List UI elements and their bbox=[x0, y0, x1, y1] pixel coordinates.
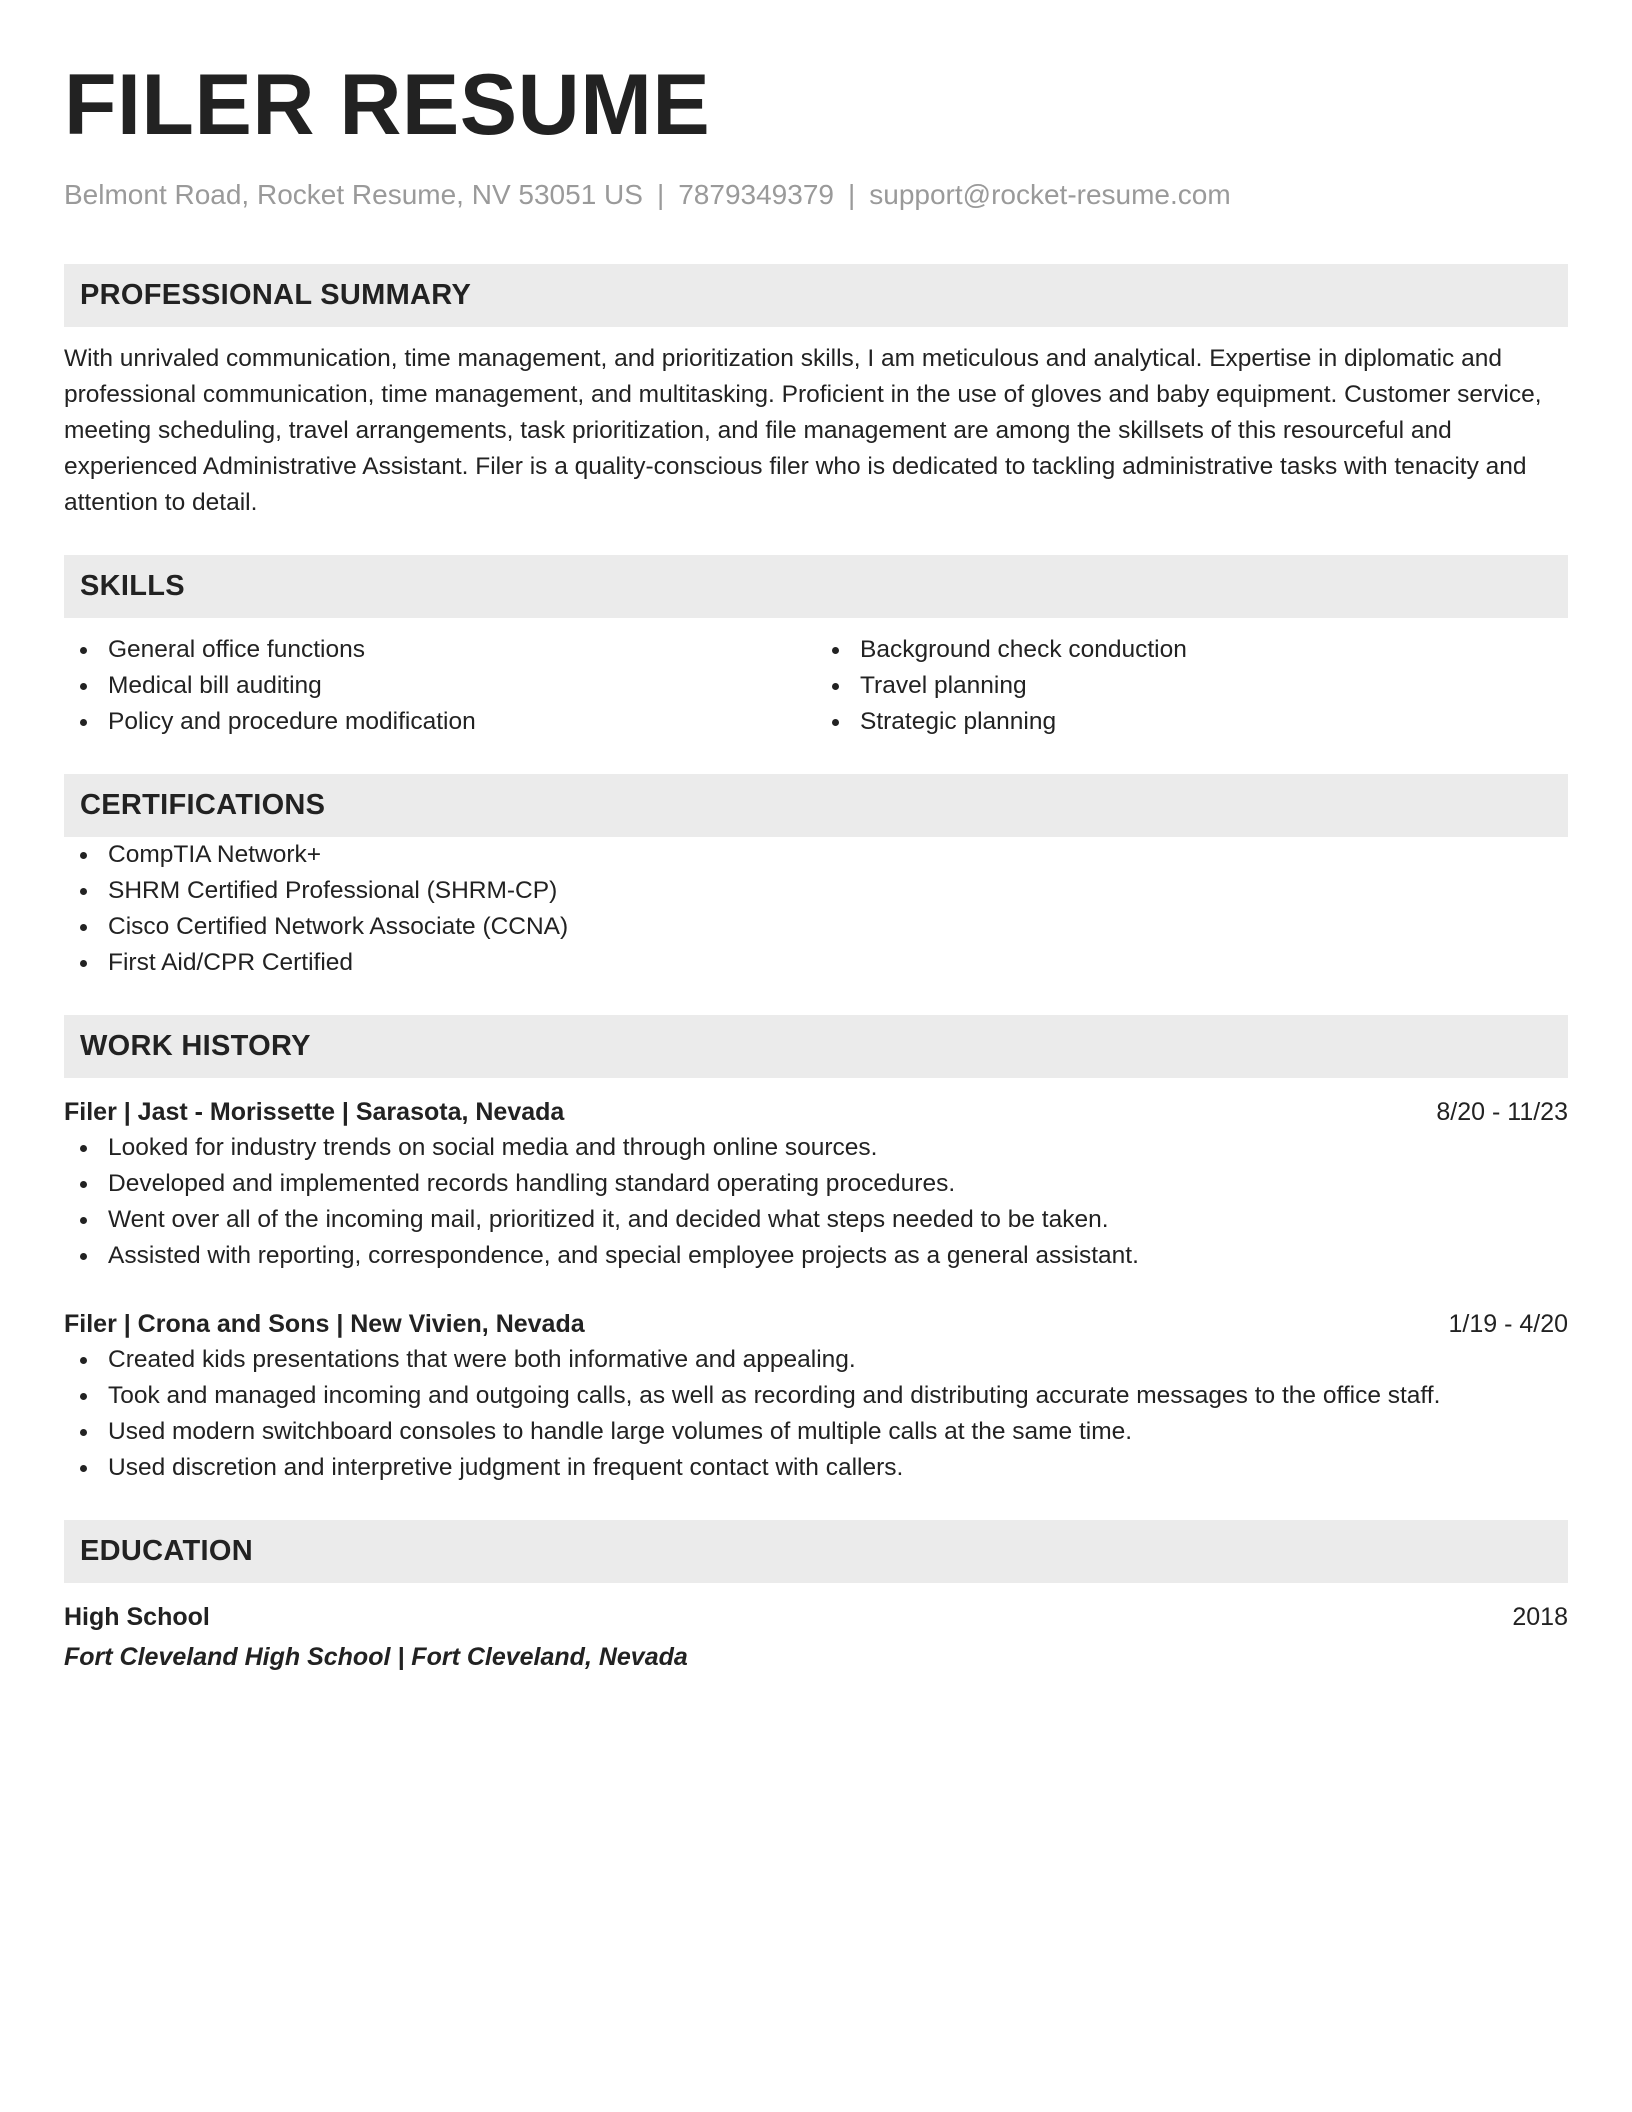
job-header bbox=[64, 1306, 1568, 1342]
job-duty-item: Used discretion and interpretive judgment in frequent contact with callers. bbox=[64, 1450, 1568, 1486]
education-degree: High School bbox=[64, 1602, 210, 1631]
skill-item: Travel planning bbox=[816, 668, 1568, 704]
education-school: Fort Cleveland High School | Fort Cleveland, Nevada bbox=[64, 1642, 688, 1671]
contact-phone: 7879349379 bbox=[678, 179, 834, 210]
job-header bbox=[64, 1094, 1568, 1130]
job-duty-item: Looked for industry trends on social media and through online sources. bbox=[64, 1130, 1568, 1166]
job-title: Filer | Crona and Sons | New Vivien, Nevada bbox=[64, 1309, 585, 1338]
job-duty-item: Assisted with reporting, correspondence, and special employee projects as a general assistant. bbox=[64, 1238, 1568, 1274]
job-duties-list bbox=[64, 1342, 1568, 1486]
education-header bbox=[64, 1599, 1568, 1635]
job-duty-item: Took and managed incoming and outgoing calls, as well as recording and distributing accurate messages to the office staff. bbox=[64, 1378, 1568, 1414]
summary-text: With unrivaled communication, time management, and prioritization skills, I am meticulous and analytical. Expertise in diplomatic and professional communication, time management, and multitasking. Proficient in the use of gloves and baby equipment. Customer service, meeting scheduling, travel arrangements, task prioritization, and file management are among the skillsets of this resourceful and experienced Administrative Assistant. Filer is a quality-conscious filer who is dedicated to tackling administrative tasks with tenacity and attention to detail. bbox=[64, 344, 1542, 516]
job-dates: 1/19 - 4/20 bbox=[1448, 1309, 1568, 1338]
contact-line bbox=[64, 178, 1568, 212]
job-duty-item: Used modern switchboard consoles to handle large volumes of multiple calls at the same time. bbox=[64, 1414, 1568, 1450]
certification-item: First Aid/CPR Certified bbox=[64, 945, 1568, 981]
education-year: 2018 bbox=[1512, 1602, 1568, 1631]
job-title: Filer | Jast - Morissette | Sarasota, Nevada bbox=[64, 1097, 565, 1126]
job-duty-item: Created kids presentations that were both informative and appealing. bbox=[64, 1342, 1568, 1378]
skills-left-list bbox=[64, 632, 816, 740]
certifications-heading: CERTIFICATIONS bbox=[64, 774, 1568, 837]
skills-right-list bbox=[816, 632, 1568, 740]
job-dates: 8/20 - 11/23 bbox=[1436, 1097, 1568, 1126]
work-history-heading: WORK HISTORY bbox=[64, 1015, 1568, 1078]
contact-separator: | bbox=[847, 179, 856, 210]
job-duties-list bbox=[64, 1130, 1568, 1274]
skills-grid bbox=[64, 632, 1568, 740]
certification-item: Cisco Certified Network Associate (CCNA) bbox=[64, 909, 1568, 945]
skill-item: Policy and procedure modification bbox=[64, 704, 816, 740]
skill-item: Strategic planning bbox=[816, 704, 1568, 740]
skills-heading: SKILLS bbox=[64, 555, 1568, 618]
skill-item: General office functions bbox=[64, 632, 816, 668]
certifications-list bbox=[64, 837, 1568, 981]
resume-name: FILER RESUME bbox=[64, 57, 711, 153]
certification-item: CompTIA Network+ bbox=[64, 837, 1568, 873]
contact-email: support@rocket-resume.com bbox=[869, 179, 1231, 210]
contact-address: Belmont Road, Rocket Resume, NV 53051 US bbox=[64, 179, 643, 210]
education-heading: EDUCATION bbox=[64, 1520, 1568, 1583]
skill-item: Medical bill auditing bbox=[64, 668, 816, 704]
summary-heading: PROFESSIONAL SUMMARY bbox=[64, 264, 1568, 327]
contact-separator: | bbox=[656, 179, 665, 210]
job-duty-item: Went over all of the incoming mail, prioritized it, and decided what steps needed to be taken. bbox=[64, 1202, 1568, 1238]
certification-item: SHRM Certified Professional (SHRM-CP) bbox=[64, 873, 1568, 909]
skill-item: Background check conduction bbox=[816, 632, 1568, 668]
job-duty-item: Developed and implemented records handling standard operating procedures. bbox=[64, 1166, 1568, 1202]
